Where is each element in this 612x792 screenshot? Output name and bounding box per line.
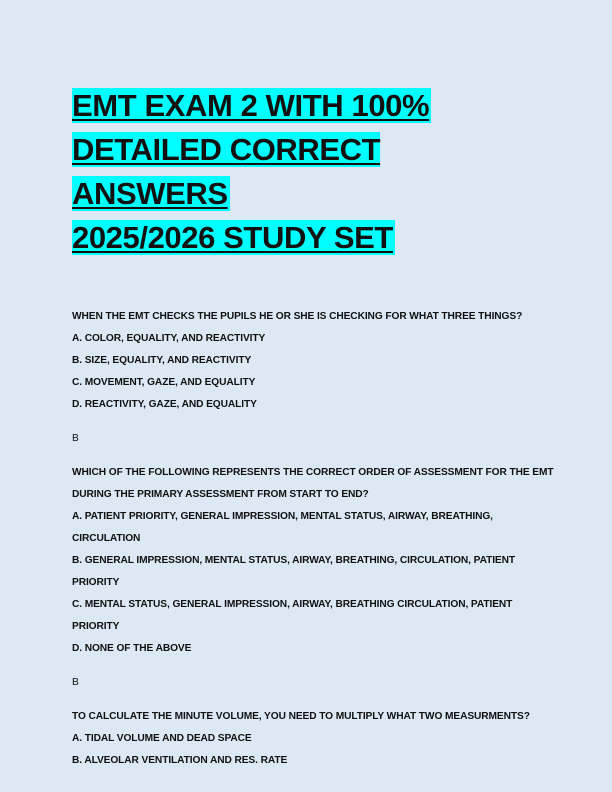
question-3-option-b: B. ALVEOLAR VENTILATION AND RES. RATE — [72, 755, 288, 766]
title-line-2: DETAILED CORRECT ANSWERS — [72, 132, 381, 211]
question-2-option-a: A. PATIENT PRIORITY, GENERAL IMPRESSION, MENTAL STATUS, AIRWAY, BREATHING, — [72, 511, 493, 522]
question-block-3 — [72, 706, 540, 772]
question-2-answer: B — [72, 677, 79, 688]
question-2-text-line-2: DURING THE PRIMARY ASSESSMENT FROM START TO END? — [72, 489, 369, 500]
question-1-text: WHEN THE EMT CHECKS THE PUPILS HE OR SHE IS CHECKING FOR WHAT THREE THINGS? — [72, 311, 523, 322]
question-1-option-b: B. SIZE, EQUALITY, AND REACTIVITY — [72, 355, 252, 366]
question-block-2 — [72, 462, 554, 694]
question-1-option-d: D. REACTIVITY, GAZE, AND EQUALITY — [72, 399, 257, 410]
question-block-1 — [72, 306, 540, 450]
question-1-answer: B — [72, 433, 79, 444]
question-2-option-c: C. MENTAL STATUS, GENERAL IMPRESSION, AIRWAY, BREATHING CIRCULATION, PATIENT — [72, 599, 513, 610]
question-2-option-b: B. GENERAL IMPRESSION, MENTAL STATUS, AIRWAY, BREATHING, CIRCULATION, PATIENT — [72, 555, 516, 566]
document-title — [72, 84, 540, 260]
question-2-option-d: D. NONE OF THE ABOVE — [72, 643, 192, 654]
question-3-option-a: A. TIDAL VOLUME AND DEAD SPACE — [72, 733, 252, 744]
question-2-option-c-cont: PRIORITY — [72, 621, 120, 632]
question-1-option-c: C. MOVEMENT, GAZE, AND EQUALITY — [72, 377, 256, 388]
question-3-text: TO CALCULATE THE MINUTE VOLUME, YOU NEED TO MULTIPLY WHAT TWO MEASURMENTS? — [72, 711, 530, 722]
question-2-text-line-1: WHICH OF THE FOLLOWING REPRESENTS THE CORRECT ORDER OF ASSESSMENT FOR THE EMT — [72, 467, 554, 478]
question-2-option-b-cont: PRIORITY — [72, 577, 120, 588]
question-1-option-a: A. COLOR, EQUALITY, AND REACTIVITY — [72, 333, 266, 344]
title-line-1: EMT EXAM 2 WITH 100% — [72, 88, 430, 123]
question-2-option-a-cont: CIRCULATION — [72, 533, 141, 544]
title-line-3: 2025/2026 STUDY SET — [72, 220, 393, 255]
